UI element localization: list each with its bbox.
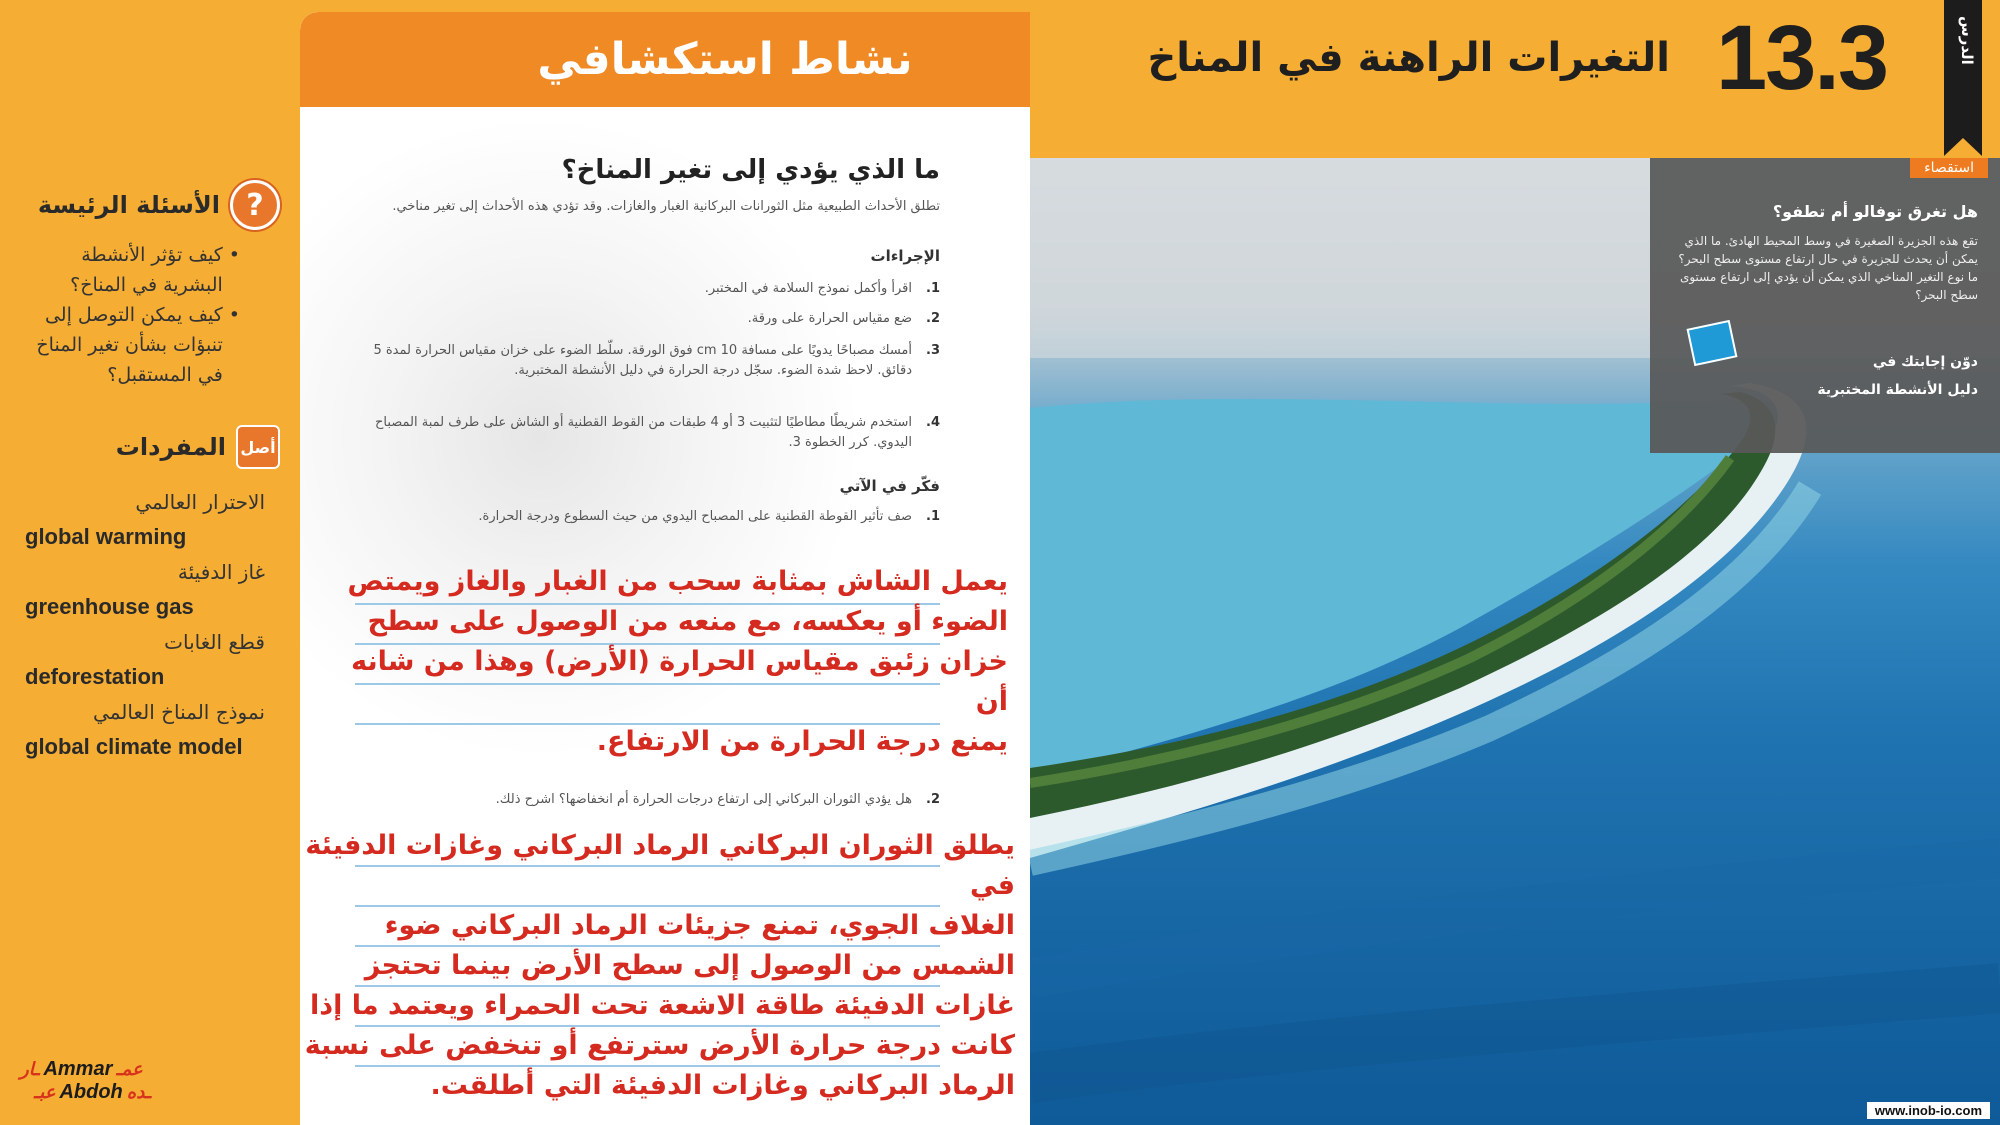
step-number: 1.: [926, 281, 940, 296]
step-number: 4.: [926, 415, 940, 430]
step-text: أمسك مصباحًا يدويًا على مسافة 10 cm فوق الورقة. سلّط الضوء على خزان مقياس الحرارة لمدة 5 دقائق. لاحظ شدة الضوء. سجّل درجة الحرارة في دليل الأنشطة المختبرية.: [373, 343, 912, 378]
launch-text: تقع هذه الجزيرة الصغيرة في وسط المحيط الهادئ. ما الذي يمكن أن يحدث للجزيرة في حال ارتفاع مستوى سطح البحر؟ ما نوع التغير المناخي الذي يمكن أن يؤدي إلى ارتفاع مستوى سطح البحر؟: [1678, 234, 1978, 302]
signature-en: Abdoh: [59, 1081, 123, 1103]
step-text: اقرأ وأكمل نموذج السلامة في المختبر.: [704, 281, 912, 296]
question-mark-icon: ?: [230, 180, 280, 230]
launch-lab-box: [1650, 158, 2000, 453]
lesson-tab-label: الدرس: [1958, 16, 1976, 65]
answer-line: الضوء أو يعكسه، مع منعه من الوصول على سطح: [367, 606, 1008, 637]
question-number: 1.: [926, 509, 940, 524]
vocabulary-title: المفردات: [115, 433, 226, 461]
vocab-term-en: deforestation: [25, 664, 165, 689]
lesson-page: [1030, 0, 2000, 1125]
question-text: صف تأثير القوطة القطنية على المصباح اليدوي من حيث السطوع ودرجة الحرارة.: [478, 509, 912, 524]
step-text: ضع مقياس الحرارة على ورقة.: [747, 311, 912, 326]
record-line: دليل الأنشطة المختبرية: [1817, 382, 1978, 398]
vocab-term-ar: غاز الدفيئة: [177, 560, 265, 584]
vocab-term-en: greenhouse gas: [25, 594, 194, 619]
activity-question: ما الذي يؤدي إلى تغير المناخ؟: [561, 155, 940, 185]
answer-1: [330, 562, 1008, 762]
answer-2: [300, 826, 1015, 1106]
answer-line: خزان زئبق مقياس الحرارة (الأرض) وهذا من شانه أن: [351, 646, 1008, 717]
answer-line: يمنع درجة الحرارة من الارتفاع.: [596, 726, 1008, 757]
answer-line: يعمل الشاش بمثابة سحب من الغبار والغاز ويمتص: [347, 566, 1008, 597]
step-number: 2.: [926, 311, 940, 326]
signature-ar: عبـ: [34, 1082, 56, 1103]
step-text: استخدم شريطًا مطاطيًا لتثبيت 3 أو 4 طبقات من القوط القطنية أو الشاش على طرف لمبة المصباح اليدوي. كرر الخطوة 3.: [374, 415, 912, 450]
procedures-title: الإجراءات: [870, 247, 940, 265]
vocab-term-ar: قطع الغابات: [164, 630, 265, 654]
signature-line: [34, 1081, 190, 1104]
notebook-icon: [1687, 320, 1738, 366]
question-number: 2.: [926, 792, 940, 807]
launch-record: [1817, 348, 1978, 404]
vocab-term-ar: الاحترار العالمي: [135, 490, 265, 514]
key-question-text: كيف تؤثر الأنشطة البشرية في المناخ؟: [70, 244, 223, 296]
launch-lab-tag: استقصاء: [1910, 158, 1988, 178]
think-title: فكّر في الآتي: [839, 477, 940, 495]
bullet-icon: •: [228, 304, 240, 326]
key-question-item: [20, 300, 240, 390]
answer-line: الغلاف الجوي، تمنع جزيئات الرماد البركاني ضوء: [384, 910, 1015, 941]
procedure-step: [340, 341, 940, 381]
key-questions-title: الأسئلة الرئيسة: [37, 191, 220, 219]
think-question: [340, 507, 940, 527]
question-text: هل يؤدي الثوران البركاني إلى ارتفاع درجات الحرارة أم انخفاضها؟ اشرح ذلك.: [495, 792, 912, 807]
vocab-term-en: global warming: [25, 524, 187, 549]
answer-line: الشمس من الوصول إلى سطح الأرض بينما تحتجز: [364, 950, 1015, 981]
step-number: 3.: [926, 343, 940, 358]
launch-question: هل تغرق توفالو أم تطفو؟: [1772, 202, 1978, 221]
key-questions-list: [20, 240, 240, 390]
signature-en: Ammar: [43, 1058, 113, 1080]
lesson-number: 13.3: [1715, 7, 1887, 109]
procedure-step: [340, 309, 940, 329]
answer-line: غازات الدفيئة طاقة الاشعة تحت الحمراء ويعتمد ما إذا: [309, 990, 1015, 1021]
activity-header: [300, 12, 1030, 107]
key-questions-header: [38, 180, 280, 230]
vocabulary-list: [25, 485, 265, 765]
signature-ar: ـده: [126, 1082, 151, 1103]
atoll-photo: [1030, 158, 2000, 1125]
key-question-text: كيف يمكن التوصل إلى تنبؤات بشأن تغير المناخ في المستقبل؟: [36, 304, 223, 386]
procedure-step: [340, 279, 940, 299]
signature-line: [20, 1058, 190, 1081]
sidebar: [0, 0, 300, 1125]
vocabulary-icon: أصل: [236, 425, 280, 469]
lesson-title: التغيرات الراهنة في المناخ: [1147, 35, 1670, 81]
answer-line: يطلق الثوران البركاني الرماد البركاني وغازات الدفيئة في: [305, 830, 1015, 901]
bullet-icon: •: [228, 244, 240, 266]
lesson-tab: [1944, 0, 1982, 138]
vocabulary-header: [116, 425, 280, 469]
think-question: [340, 790, 940, 810]
signature-ar: ـار: [20, 1059, 40, 1080]
answer-line: كانت درجة حرارة الأرض سترتفع أو تنخفض على نسبة: [304, 1030, 1015, 1061]
website-watermark[interactable]: www.inob-io.com: [1867, 1102, 1990, 1119]
author-signature: [20, 1058, 190, 1104]
vocab-term-ar: نموذج المناخ العالمي: [93, 700, 265, 724]
vocab-term-en: global climate model: [25, 734, 243, 759]
signature-ar: عمـ: [116, 1059, 143, 1080]
record-line: دوّن إجابتك في: [1872, 354, 1978, 370]
activity-intro: تطلق الأحداث الطبيعية مثل الثورانات البركانية الغبار والغازات. وقد تؤدي هذه الأحداث إلى تغير مناخي.: [392, 199, 940, 214]
key-question-item: [20, 240, 240, 300]
answer-line: الرماد البركاني وغازات الدفيئة التي أطلقت.: [430, 1070, 1015, 1101]
procedure-step: [340, 413, 940, 453]
lesson-header: [1030, 0, 2000, 158]
activity-header-title: نشاط استكشافي: [537, 34, 913, 85]
